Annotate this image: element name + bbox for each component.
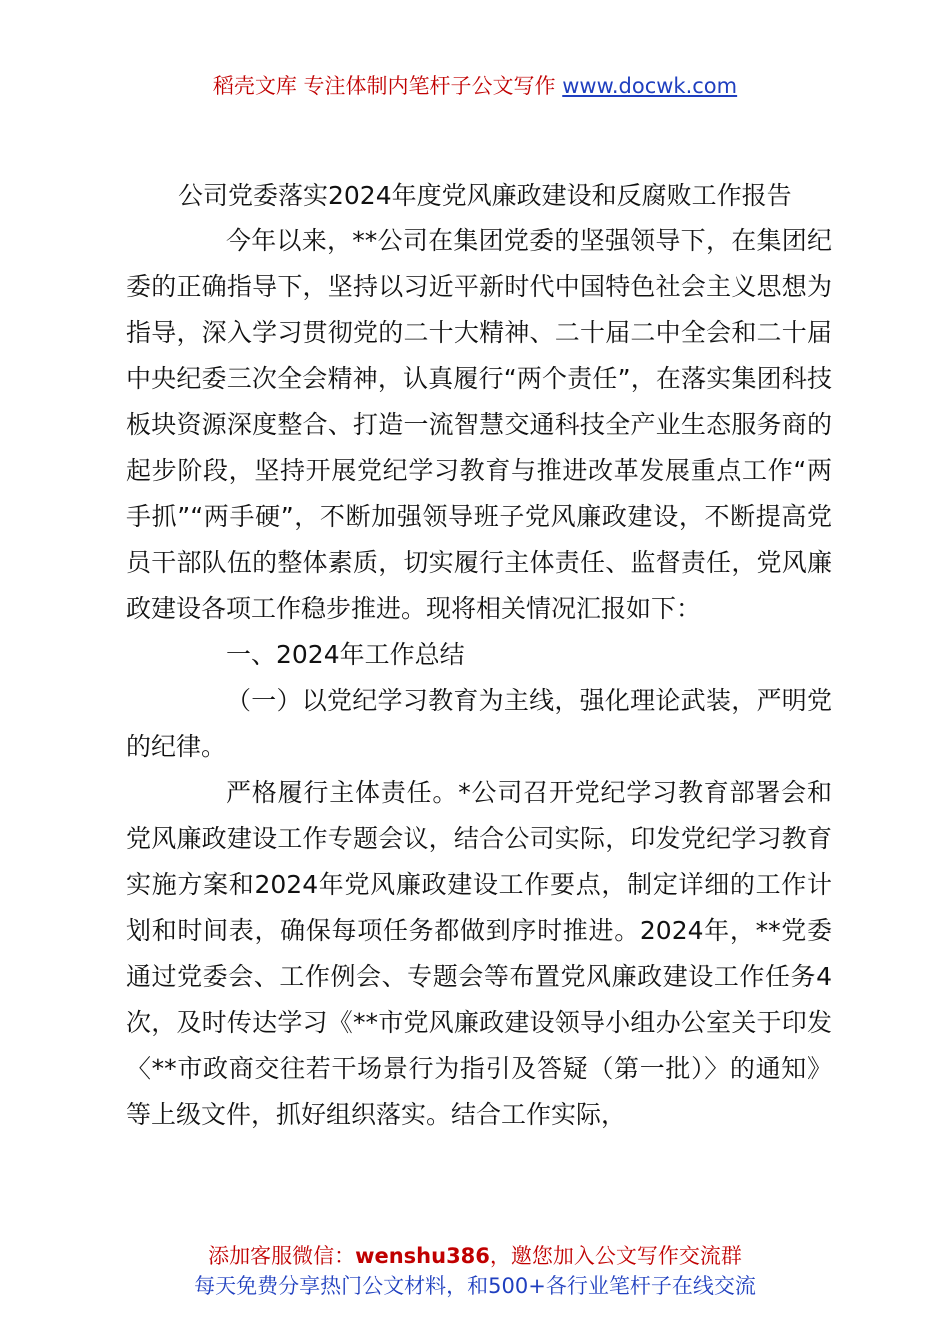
footer-wechat-prefix: 添加客服微信： xyxy=(208,1244,356,1268)
subsection-heading: （一）以党纪学习教育为主线，强化理论武装，严明党的纪律。 xyxy=(126,686,832,761)
body-paragraph: 严格履行主体责任。*公司召开党纪学习教育部署会和党风廉政建设工作专题会议，结合公司实际，印发党纪学习教育实施方案和2024年党风廉政建设工作要点，制定详细的工作计划和时间表，确保每项任务都做到序时推进。2024年，**党委通过党委会、工作例会、专题会等布置党风廉政建设工作任务4次，及时传达学习《**市党风廉政建设领导小组办公室关于印发〈**市政商交往若干场景行为指引及答疑（第一批）〉的通知》等上级文件，抓好组织落实。结合工作实际， xyxy=(126,778,832,1129)
footer-wechat-suffix: ，邀您加入公文写作交流群 xyxy=(489,1244,742,1268)
footer-share-line: 每天免费分享热门公文材料，和500+各行业笔杆子在线交流 xyxy=(194,1274,756,1298)
footer-wechat-line xyxy=(0,1240,950,1270)
site-header xyxy=(0,70,950,100)
footer-wechat-id: wenshu386 xyxy=(355,1244,490,1268)
site-url-link[interactable]: www.docwk.com xyxy=(562,74,738,98)
document-body xyxy=(126,174,832,1138)
site-brand-text: 稻壳文库 专注体制内笔杆子公文写作 xyxy=(212,74,556,98)
section-heading: 一、2024年工作总结 xyxy=(226,640,465,669)
document-title: 公司党委落实2024年度党风廉政建设和反腐败工作报告 xyxy=(178,181,792,210)
intro-paragraph: 今年以来，**公司在集团党委的坚强领导下，在集团纪委的正确指导下，坚持以习近平新时代中国特色社会主义思想为指导，深入学习贯彻党的二十大精神、二十届二中全会和二十届中央纪委三次全会精神，认真履行“两个责任”，在落实集团科技板块资源深度整合、打造一流智慧交通科技全产业生态服务商的起步阶段，坚持开展党纪学习教育与推进改革发展重点工作“两手抓”“两手硬”，不断加强领导班子党风廉政建设，不断提高党员干部队伍的整体素质，切实履行主体责任、监督责任，党风廉政建设各项工作稳步推进。现将相关情况汇报如下： xyxy=(126,226,832,623)
